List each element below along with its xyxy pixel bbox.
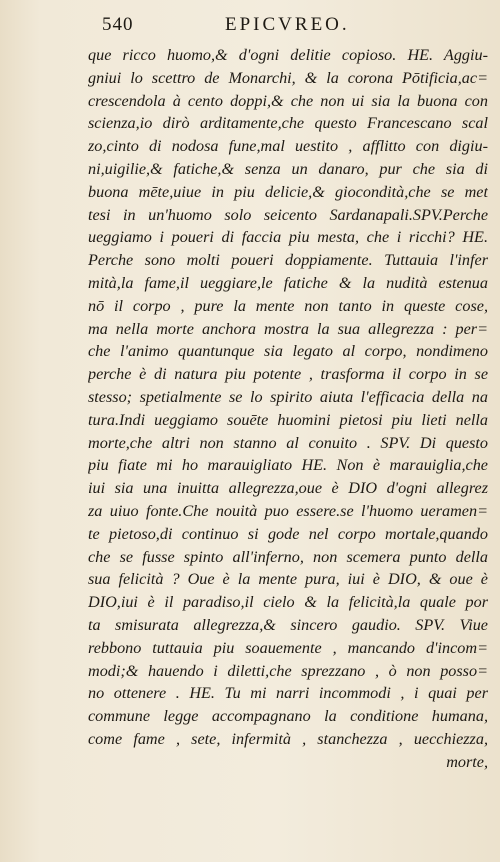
text-line: tura.Indi ueggiamo souēte huomini pietosi piu lieti nella	[88, 410, 488, 429]
text-line: te pietoso,di continuo si gode nel corpo mortale,quando	[88, 524, 488, 543]
text-line: ni,uigilie,& fatiche,& senza un danaro, pur che sia di	[88, 159, 488, 178]
text-line: mità,la fame,il ueggiare,le fatiche & la nudità estenua	[88, 273, 488, 292]
text-line: piu fiate mi ho marauigliato HE. Non è marauiglia,che	[88, 456, 488, 475]
text-line: commune legge accompagnano la conditione humana,	[88, 707, 488, 726]
text-line: perche è di natura piu potente , trasforma il corpo in se	[88, 365, 488, 384]
text-line: gniui lo scettro de Monarchi, & la corona Pōtificia,ac=	[88, 68, 488, 87]
body-text	[88, 44, 488, 774]
text-line: DIO,iui è il paradiso,il cielo & la felicità,la quale por	[88, 593, 488, 612]
text-line: che l'animo quantunque sia legato al corpo, nondimeno	[88, 342, 488, 361]
text-line: come fame , sete, infermità , stanchezza , uecchiezza,	[88, 729, 488, 748]
text-line: rebbono tuttauia piu soauemente , mancando d'incom=	[88, 638, 488, 657]
text-line: modi;& hauendo i diletti,che sprezzano , ò non posso=	[88, 661, 488, 680]
text-line: morte,che altri non stanno al conuito . SPV. Di questo	[88, 433, 488, 452]
text-line: ma nella morte anchora mostra la sua allegrezza : per=	[88, 319, 488, 338]
catchword: morte,	[446, 752, 488, 771]
text-line: no ottenere . HE. Tu mi narri incommodi , i quai per	[88, 684, 488, 703]
text-line: Perche sono molti poueri doppiamente. Tuttauia l'infer	[88, 251, 488, 270]
text-line: che se fusse spinto all'inferno, non scemera punto della	[88, 547, 488, 566]
running-head: EPICVREO.	[225, 14, 350, 35]
text-line: scienza,io dirò arditamente,che questo Francescano scal	[88, 114, 488, 133]
text-line: zo,cinto di nodosa fune,mal uestito , afflitto con digiu-	[88, 137, 488, 156]
text-line: stesso; spetialmente se lo spirito aiuta l'efficacia della na	[88, 387, 488, 406]
page-header	[102, 14, 402, 38]
text-line: buona mēte,uiue in piu delicie,& giocondità,che se met	[88, 182, 488, 201]
text-line: za uiuo fonte.Che nouità puo essere.se l'huomo ueramen=	[88, 501, 488, 520]
text-line: iui sia una inuitta allegrezza,oue è DIO d'ogni allegrez	[88, 479, 488, 498]
page-number: 540	[102, 14, 134, 35]
text-line: que ricco huomo,& d'ogni delitie copioso. HE. Aggiu-	[88, 46, 488, 64]
text-line: crescendola à cento doppi,& che non ui sia la buona con	[88, 91, 488, 110]
text-line: sua felicità ? Oue è la mente pura, iui è DIO, & oue è	[88, 570, 488, 589]
text-line: nō il corpo , pure la mente non tanto in queste cose,	[88, 296, 488, 315]
text-line: ueggiamo i poueri di faccia piu mesta, che i ricchi? HE.	[88, 228, 488, 247]
text-line: tesi in un'huomo solo seicento Sardanapali.SPV.Perche	[88, 205, 488, 224]
text-line: ta smisurata allegrezza,& sincero gaudio. SPV. Viue	[88, 615, 488, 634]
